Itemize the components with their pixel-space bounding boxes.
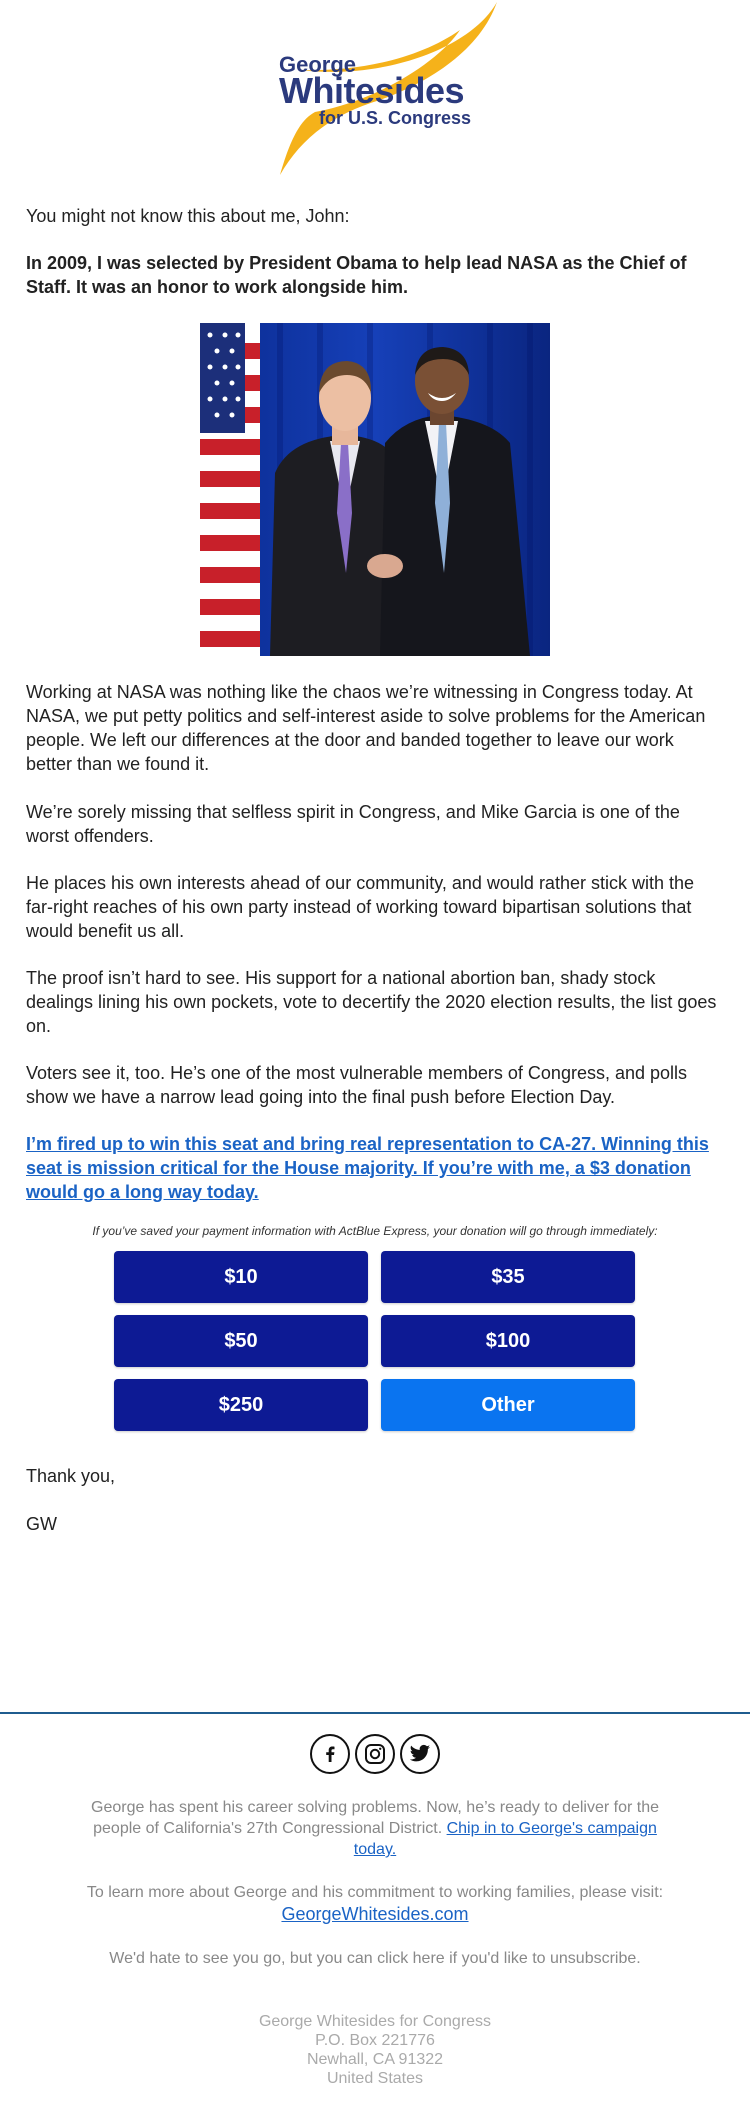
donation-cta-link[interactable]: I’m fired up to win this seat and bring real representation to CA-27. Winning this seat is mission critical for the House majority. If you’re with me, a $3 donation would go a long way today. (26, 1134, 709, 1202)
greeting: You might not know this about me, John: (26, 206, 350, 226)
footer-site-link-wrapper (70, 1902, 680, 1926)
address-line-2: P.O. Box 221776 (315, 2032, 435, 2049)
chip-in-link[interactable]: Chip in to George's campaign today. (353, 1820, 657, 1858)
footer-blurb-text: George has spent his career solving problems. Now, he’s ready to deliver for the people of California's 27th Congressional District. (91, 1799, 659, 1837)
footer-blurb (70, 1797, 680, 1860)
paragraph-4: The proof isn’t hard to see. His support for a national abortion ban, shady stock dealings lining his own pockets, vote to decertify the 2020 election results, the list goes on. (26, 968, 717, 1036)
paragraph-3: He places his own interests ahead of our community, and would rather stick with the far-right reaches of his own party instead of working toward bipartisan solutions that would benefit us all. (26, 873, 694, 941)
paragraph-2: We’re sorely missing that selfless spirit in Congress, and Mike Garcia is one of the worst offenders. (26, 802, 680, 846)
paragraph-1: Working at NASA was nothing like the chaos we’re witnessing in Congress today. At NASA, we put petty politics and self-interest aside to solve problems for the American people. We left our differences at the door and banded together to leave our work better than we found it. (26, 682, 706, 774)
donate-35-button[interactable]: $35 (381, 1251, 635, 1303)
footer-learn-more: To learn more about George and his commitment to working families, please visit: (86, 1884, 664, 1901)
logo-text-last-name: Whitesides (279, 70, 465, 111)
signoff: Thank you, (26, 1466, 116, 1486)
signature: GW (26, 1514, 57, 1534)
actblue-express-note: If you’ve saved your payment information with ActBlue Express, your donation will go through immediately: (92, 1224, 658, 1238)
paragraph-5: Voters see it, too. He’s one of the most vulnerable members of Congress, and polls show we have a narrow lead going into the final push before Election Day. (26, 1063, 688, 1107)
address-line-1: George Whitesides for Congress (258, 2013, 492, 2030)
instagram-icon[interactable] (355, 1734, 395, 1774)
donate-100-button[interactable]: $100 (381, 1315, 635, 1367)
facebook-icon[interactable] (310, 1734, 350, 1774)
address-line-3: Newhall, CA 91322 (306, 2051, 444, 2068)
address-line-4: United States (326, 2070, 424, 2087)
donate-other-button[interactable]: Other (381, 1379, 635, 1431)
twitter-icon[interactable] (400, 1734, 440, 1774)
campaign-logo (0, 0, 750, 180)
website-link[interactable]: GeorgeWhitesides.com (281, 1904, 469, 1924)
donate-50-button[interactable]: $50 (114, 1315, 368, 1367)
donate-10-button[interactable]: $10 (114, 1251, 368, 1303)
unsubscribe-text[interactable]: We'd hate to see you go, but you can click here if you'd like to unsubscribe. (109, 1950, 641, 1967)
photo-with-president (200, 323, 550, 656)
intro-bold: In 2009, I was selected by President Obama to help lead NASA as the Chief of Staff. It was an honor to work alongside him. (26, 253, 687, 297)
logo-text-first-name: George (279, 52, 357, 77)
footer-divider (0, 1712, 750, 1714)
donate-250-button[interactable]: $250 (114, 1379, 368, 1431)
logo-text-office: for U.S. Congress (319, 108, 472, 128)
